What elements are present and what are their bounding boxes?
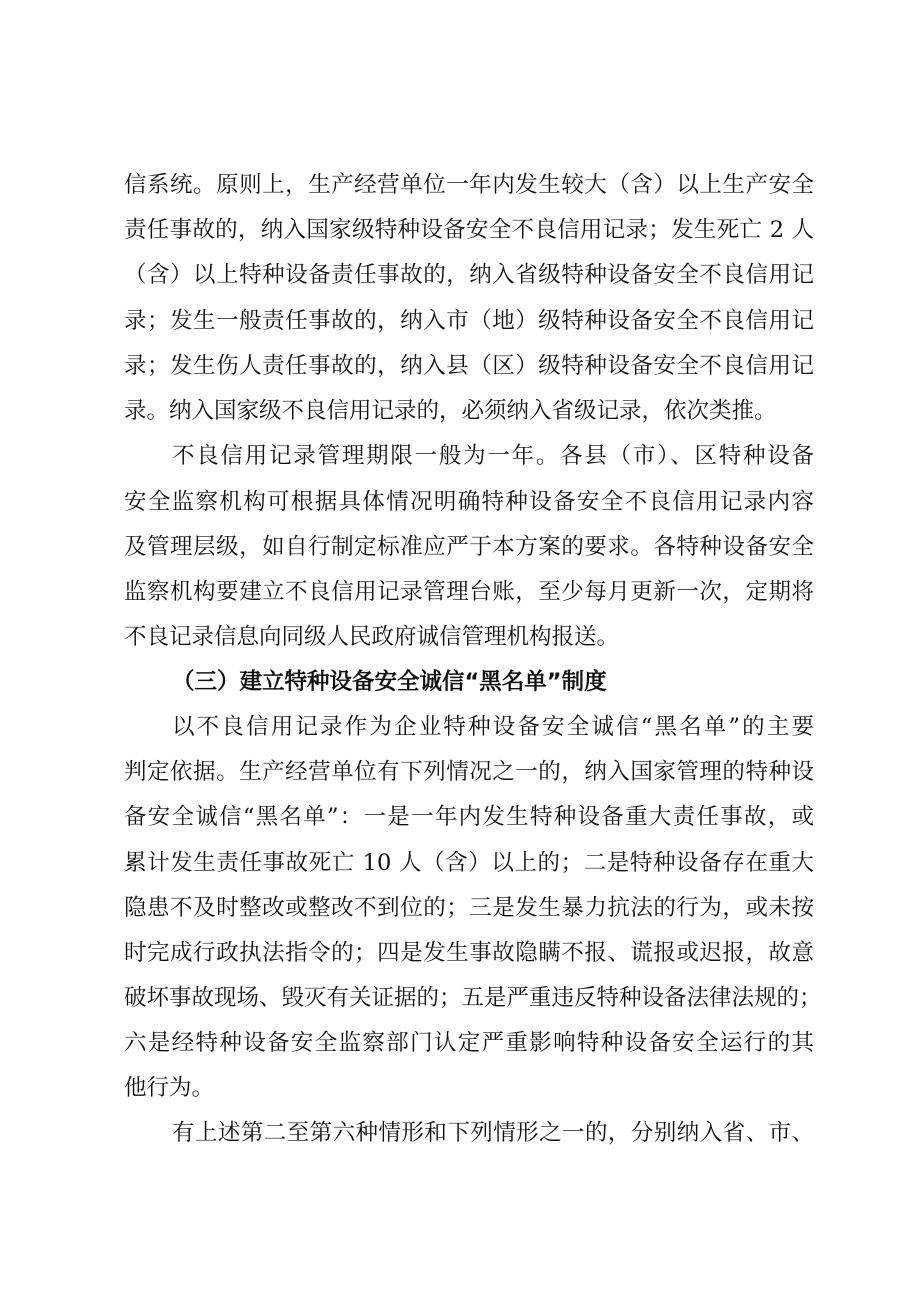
paragraph-1-line-4: 录；发生一般责任事故的，纳入市（地）级特种设备安全不良信用记	[124, 308, 814, 334]
section-heading: （三）建立特种设备安全诚信“黑名单”制度	[172, 669, 607, 695]
paragraph-2-line-1: 不良信用记录管理期限一般为一年。各县（市）、区特种设备	[172, 443, 814, 469]
paragraph-1-line-5: 录；发生伤人责任事故的，纳入县（区）级特种设备安全不良信用记	[124, 353, 814, 379]
paragraph-3-line-1: 以不良信用记录作为企业特种设备安全诚信“黑名单”的主要	[172, 714, 814, 740]
paragraph-3-line-3: 备安全诚信“黑名单”：一是一年内发生特种设备重大责任事故，或	[124, 804, 814, 830]
paragraph-2-line-5: 不良记录信息向同级人民政府诚信管理机构报送。	[124, 624, 620, 650]
paragraph-4-line-1: 有上述第二至第六种情形和下列情形之一的，分别纳入省、市、	[172, 1120, 814, 1146]
paragraph-1-line-3: （含）以上特种设备责任事故的，纳入省级特种设备安全不良信用记	[124, 262, 814, 288]
paragraph-1-line-6: 录。纳入国家级不良信用记录的，必须纳入省级记录，依次类推。	[124, 398, 777, 424]
paragraph-3-line-5: 隐患不及时整改或整改不到位的；三是发生暴力抗法的行为，或未按	[124, 895, 814, 921]
paragraph-2-line-4: 监察机构要建立不良信用记录管理台账，至少每月更新一次，定期将	[124, 579, 814, 605]
paragraph-2-line-2: 安全监察机构可根据具体情况明确特种设备安全不良信用记录内容	[124, 489, 814, 515]
paragraph-3-line-2: 判定依据。生产经营单位有下列情况之一的，纳入国家管理的特种设	[124, 759, 814, 785]
paragraph-3-line-9: 他行为。	[124, 1075, 215, 1101]
paragraph-3-line-4: 累计发生责任事故死亡 10 人（含）以上的；二是特种设备存在重大	[124, 850, 814, 876]
paragraph-2-line-3: 及管理层级，如自行制定标准应严于本方案的要求。各特种设备安全	[124, 534, 814, 560]
paragraph-1-line-1: 信系统。原则上，生产经营单位一年内发生较大（含）以上生产安全	[124, 172, 814, 198]
paragraph-1-line-2: 责任事故的，纳入国家级特种设备安全不良信用记录；发生死亡 2 人	[124, 217, 814, 243]
paragraph-3-line-7: 破坏事故现场、毁灭有关证据的；五是严重违反特种设备法律法规的；	[124, 985, 822, 1011]
paragraph-3-line-6: 时完成行政执法指令的；四是发生事故隐瞒不报、谎报或迟报，故意	[124, 940, 814, 966]
paragraph-3-line-8: 六是经特种设备安全监察部门认定严重影响特种设备安全运行的其	[124, 1030, 814, 1056]
